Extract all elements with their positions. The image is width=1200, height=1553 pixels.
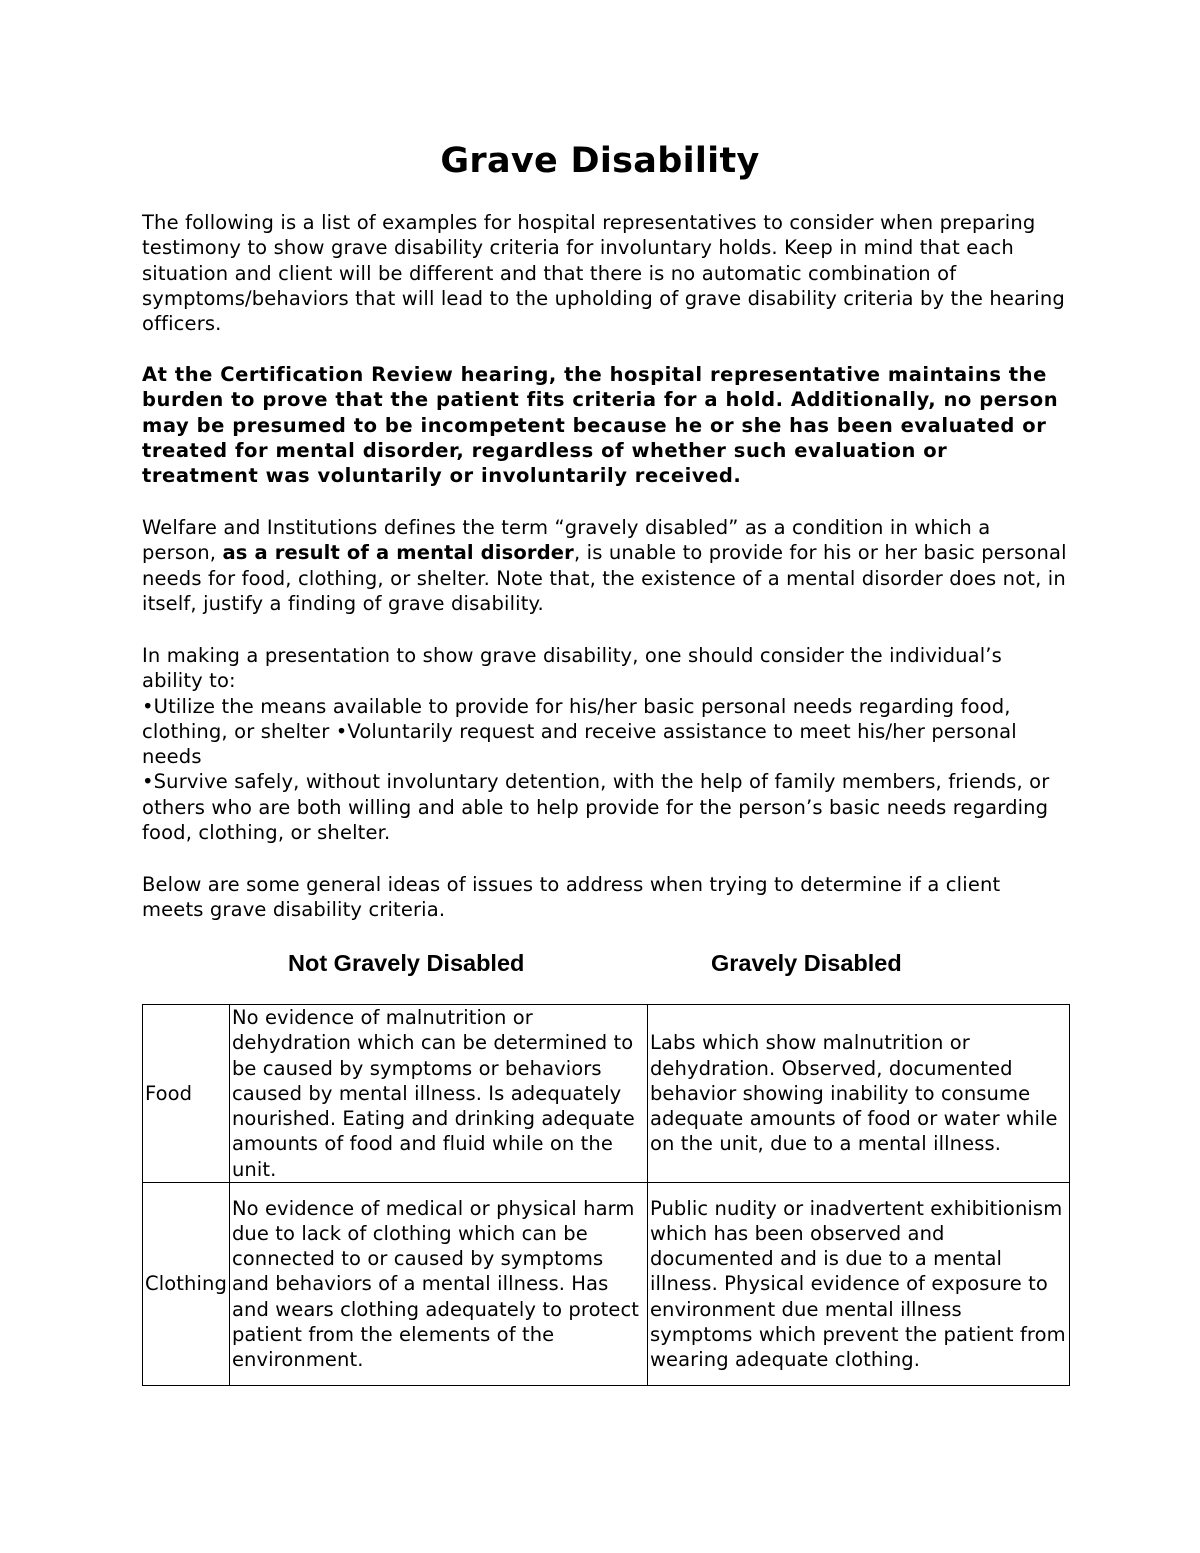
table-cell-gravely-disabled: Labs which show malnutrition or dehydration. Observed, documented behavior showing inability to consume adequate amounts of food or water while on the unit, due to a mental illness. — [647, 1005, 1069, 1183]
definition-text-after: , is unable to provide for his or her basic personal needs for food, clothing, or shelter. Note that, the existence of a mental disorder does not, in itself, justify a finding of grave disability. — [142, 541, 1067, 615]
table-row-clothing — [143, 1183, 1070, 1386]
ability-item-2: •Survive safely, without involuntary detention, with the help of family members, friends, or others who are both willing and able to help provide for the person’s basic needs regarding food, clothing, or shelter. — [142, 770, 1050, 845]
table-cell-category: Clothing — [143, 1183, 230, 1386]
page-title: Grave Disability — [440, 141, 760, 181]
definition-paragraph — [142, 515, 1067, 616]
definition-text-before: Welfare and Institutions defines the term “gravely disabled” as a condition in which a person, — [142, 516, 991, 565]
intro-paragraph: The following is a list of examples for hospital representatives to consider when preparing testimony to show grave disability criteria for involuntary holds. Keep in mind that each situation and client will be different and that there is no automatic combination of symptoms/behaviors that will lead to the upholding of grave disability criteria by the hearing officers. — [142, 211, 1065, 336]
table-cell-category: Food — [143, 1005, 230, 1183]
column-heading-not-gravely-disabled: Not Gravely Disabled — [288, 950, 525, 976]
ability-lead: In making a presentation to show grave disability, one should consider the individual’s ability to: — [142, 644, 1002, 693]
table-cell-not-gravely-disabled: No evidence of medical or physical harm due to lack of clothing which can be connected to or caused by symptoms and behaviors of a mental illness. Has and wears clothing adequately to protect patient from the elements of the environment. — [229, 1183, 647, 1386]
ability-item-1: •Utilize the means available to provide for his/her basic personal needs regarding food, clothing, or shelter •Voluntarily request and receive assistance to meet his/her personal needs — [142, 694, 1017, 769]
table-row-food — [143, 1005, 1070, 1183]
ability-section — [142, 643, 1067, 845]
burden-paragraph: At the Certification Review hearing, the hospital representative maintains the burden to prove that the patient fits criteria for a hold. Additionally, no person may be presumed to be incompetent because he or she has been evaluated or treated for mental disorder, regardless of whether such evaluation or treatment was voluntarily or involuntarily received. — [142, 363, 1059, 488]
definition-emphasis: as a result of a mental disorder — [222, 541, 574, 565]
table-cell-gravely-disabled: Public nudity or inadvertent exhibitionism which has been observed and documented and is due to a mental illness. Physical evidence of exposure to environment due mental illness symptoms which prevent the patient from wearing adequate clothing. — [647, 1183, 1069, 1386]
table-cell-not-gravely-disabled: No evidence of malnutrition or dehydration which can be determined to be caused by symptoms or behaviors caused by mental illness. Is adequately nourished. Eating and drinking adequate amounts of food and fluid while on the unit. — [229, 1005, 647, 1183]
below-paragraph: Below are some general ideas of issues to address when trying to determine if a client meets grave disability criteria. — [142, 873, 1001, 922]
criteria-table — [142, 1004, 1070, 1386]
column-heading-gravely-disabled: Gravely Disabled — [711, 950, 902, 976]
